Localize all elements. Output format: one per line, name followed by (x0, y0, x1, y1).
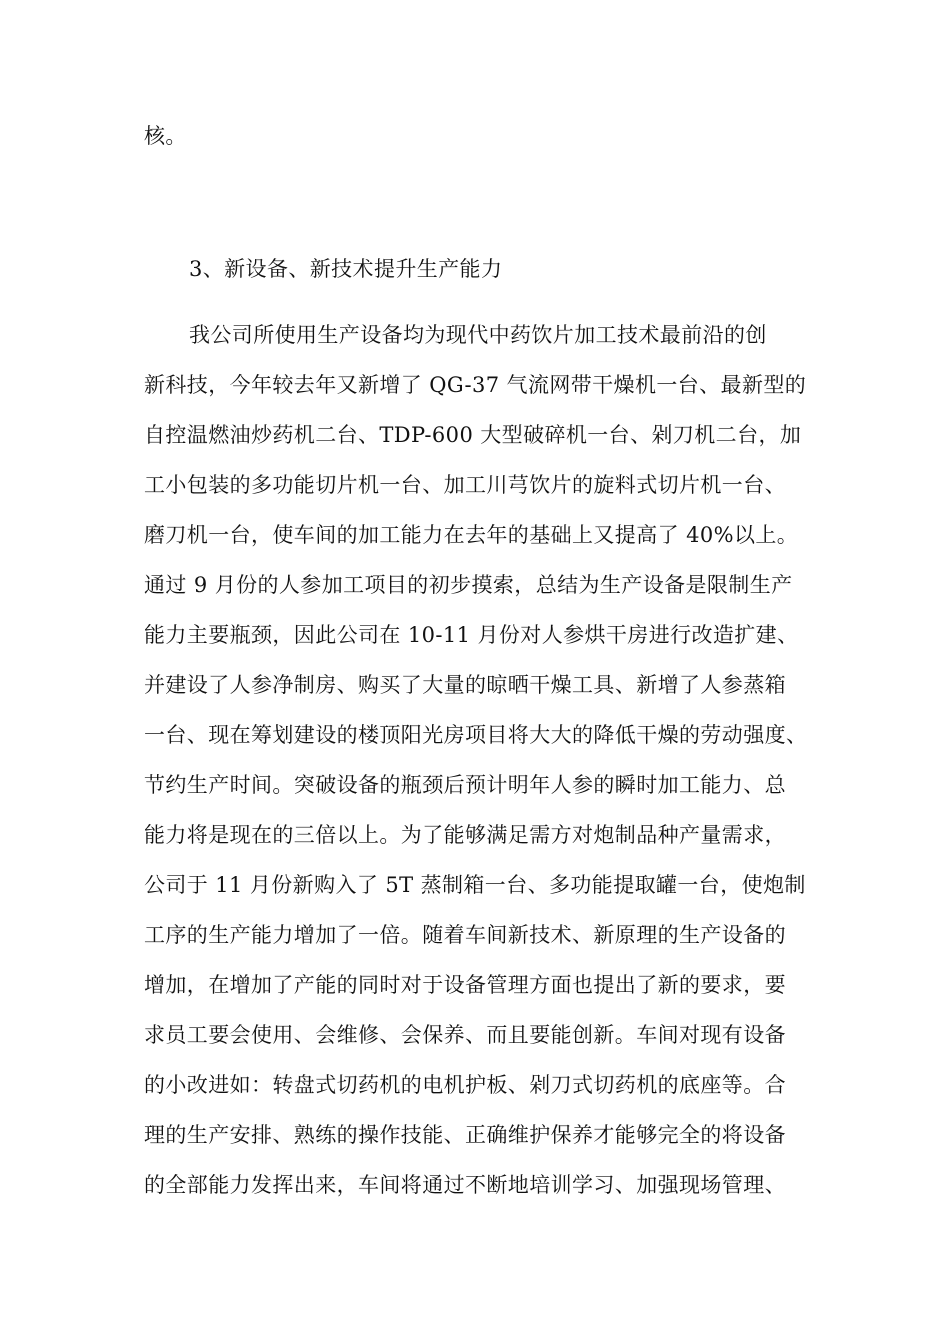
paragraph-line: 磨刀机一台，使车间的加工能力在去年的基础上又提高了 40%以上。 (144, 523, 799, 547)
paragraph-line: 一台、现在筹划建设的楼顶阳光房项目将大大的降低干燥的劳动强度、 (144, 723, 808, 747)
paragraph-line: 自控温燃油炒药机二台、TDP-600 大型破碎机一台、剁刀机二台，加 (144, 423, 802, 447)
continuation-text: 核。 (144, 124, 187, 148)
paragraph-line: 的全部能力发挥出来，车间将通过不断地培训学习、加强现场管理、 (144, 1173, 786, 1197)
paragraph-line: 理的生产安排、熟练的操作技能、正确维护保养才能够完全的将设备 (144, 1123, 786, 1147)
paragraph-line: 的小改进如：转盘式切药机的电机护板、剁刀式切药机的底座等。合 (144, 1073, 786, 1097)
paragraph-line: 增加，在增加了产能的同时对于设备管理方面也提出了新的要求，要 (144, 973, 786, 997)
paragraph-line: 工小包装的多功能切片机一台、加工川芎饮片的旋料式切片机一台、 (144, 473, 786, 497)
paragraph-line: 节约生产时间。突破设备的瓶颈后预计明年人参的瞬时加工能力、总 (144, 773, 786, 797)
section-heading: 3、新设备、新技术提升生产能力 (189, 257, 503, 281)
paragraph-line: 工序的生产能力增加了一倍。随着车间新技术、新原理的生产设备的 (144, 923, 786, 947)
paragraph-line: 能力将是现在的三倍以上。为了能够满足需方对炮制品种产量需求， (144, 823, 786, 847)
paragraph-line: 公司于 11 月份新购入了 5T 蒸制箱一台、多功能提取罐一台，使炮制 (144, 873, 806, 897)
paragraph-line: 新科技，今年较去年又新增了 QG-37 气流网带干燥机一台、最新型的 (144, 373, 807, 397)
paragraph-line: 求员工要会使用、会维修、会保养、而且要能创新。车间对现有设备 (144, 1023, 786, 1047)
paragraph-line: 并建设了人参净制房、购买了大量的晾晒干燥工具、新增了人参蒸箱 (144, 673, 786, 697)
paragraph-line: 能力主要瓶颈，因此公司在 10-11 月份对人参烘干房进行改造扩建、 (144, 623, 799, 647)
paragraph-line: 我公司所使用生产设备均为现代中药饮片加工技术最前沿的创 (189, 323, 767, 347)
paragraph-line: 通过 9 月份的人参加工项目的初步摸索，总结为生产设备是限制生产 (144, 573, 793, 597)
